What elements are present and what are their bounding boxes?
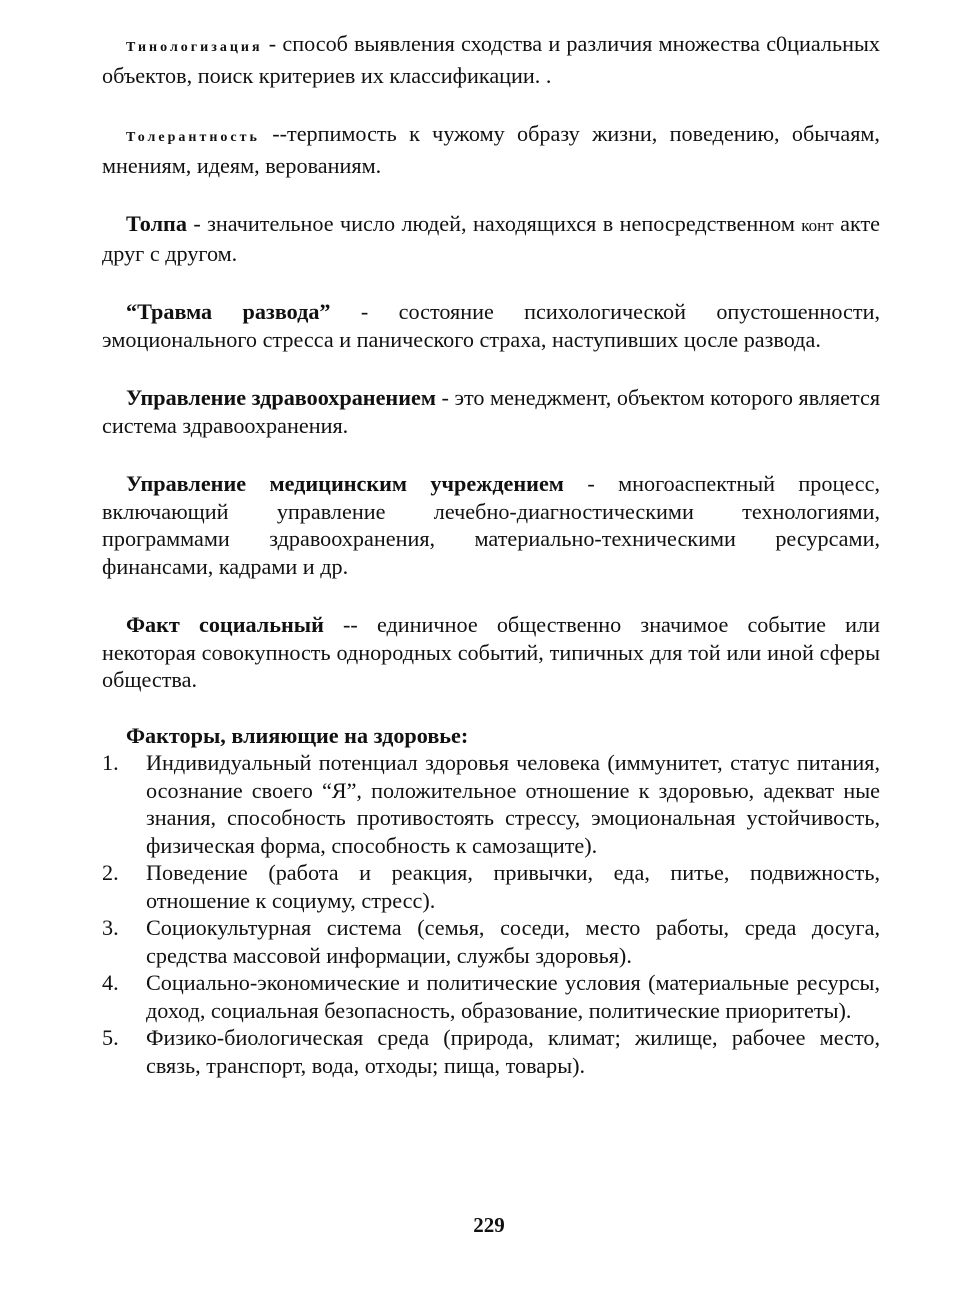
list-item-number: 2.: [102, 860, 119, 885]
glossary-definition-continued: акте друг с другом.: [102, 211, 880, 266]
glossary-term: Управление здравоохранением: [126, 385, 436, 410]
glossary-term: Управление медицинским учреждением: [126, 471, 564, 496]
glossary-term: Факт социальный: [126, 612, 324, 637]
glossary-definition: терпимость к чужому образу жизни, поведению, обычаям, мнениям, идеям, верованиям.: [102, 121, 880, 178]
glossary-entry-upravlenie-zdravookhraneniem: [102, 384, 880, 439]
factors-list: [102, 749, 880, 1079]
glossary-entry-tolerantnost: [102, 120, 880, 179]
list-item-number: 5.: [102, 1025, 119, 1050]
glossary-term: Толпа: [126, 211, 187, 236]
glossary-term: “Травма развода”: [126, 299, 331, 324]
glossary-separator: -: [330, 299, 399, 324]
glossary-separator: -: [186, 211, 208, 236]
glossary-definition: это менеджмент, объектом которого является система здравоохранения.: [102, 385, 881, 438]
list-item: [102, 914, 880, 969]
list-item-text: Физико-биологическая среда (природа, климат; жилище, рабочее место, связь, транспорт, вода, отходы; пища, товары).: [146, 1025, 880, 1078]
list-item-text: Индивидуальный потенциал здоровья человека (иммунитет, статус питания, осознание своего “Я”, положительное отношение к здоровью, адекват ные знания, способность противостоять стрессу, эмоциональная устойчивость, физическая форма, способность к самозащите).: [146, 750, 880, 858]
glossary-term: Тинологизация: [126, 40, 263, 55]
list-item-number: 3.: [102, 915, 119, 940]
list-item: [102, 859, 880, 914]
glossary-definition-fragment: конт: [801, 216, 834, 235]
glossary-separator: -: [435, 385, 455, 410]
glossary-separator: --: [259, 121, 287, 146]
glossary-entry-tolpa: [102, 210, 880, 267]
glossary-term: Толерантность: [126, 130, 260, 145]
factors-heading: Факторы, влияющие на здоровье:: [126, 722, 469, 748]
glossary-definition: единичное общественно значимое событие или некоторая совокупность однородных событий, типичных для той или иной сферы общества.: [102, 612, 880, 692]
glossary-entry-travma-razvoda: [102, 298, 880, 353]
list-item: [102, 749, 880, 859]
glossary-separator: --: [323, 612, 377, 637]
page-number: 229: [473, 1213, 505, 1237]
glossary-entry-upravlenie-med-uchrezhdeniem: [102, 470, 880, 580]
glossary-entry-tinologizatsiya: [102, 30, 880, 89]
list-item-number: 4.: [102, 970, 119, 995]
list-item: [102, 1024, 880, 1079]
list-item-text: Поведение (работа и реакция, привычки, еда, питье, подвижность, отношение к социуму, стресс).: [146, 860, 880, 913]
glossary-definition: многоаспектный процесс, включающий управление лечебно-диагностическими технологиями, программами здравоохранения, материально-техническими ресурсами, финансами, кадрами и др.: [102, 471, 881, 579]
list-item-text: Социально-экономические и политические условия (материальные ресурсы, доход, социальная безопасность, образование, политические приоритеты).: [146, 970, 880, 1023]
list-item-text: Социокультурная система (семья, соседи, место работы, среда досуга, средства массовой информации, службы здоровья).: [146, 915, 880, 968]
glossary-entry-fakt-sotsialnyi: [102, 611, 880, 694]
glossary-separator: -: [262, 31, 283, 56]
list-item: [102, 969, 880, 1024]
glossary-separator: -: [563, 471, 619, 496]
list-item-number: 1.: [102, 750, 119, 775]
glossary-definition: значительное число людей, находящихся в непосредственном: [207, 211, 802, 236]
glossary-definition: способ выявления сходства и различия множества с0циальных объектов, поиск критериев их классификации. .: [102, 31, 881, 88]
page-body: [102, 30, 880, 1079]
glossary-definition: состояние психологической опустошенности, эмоционального стресса и панического страха, наступивших цосле развода.: [102, 299, 881, 352]
